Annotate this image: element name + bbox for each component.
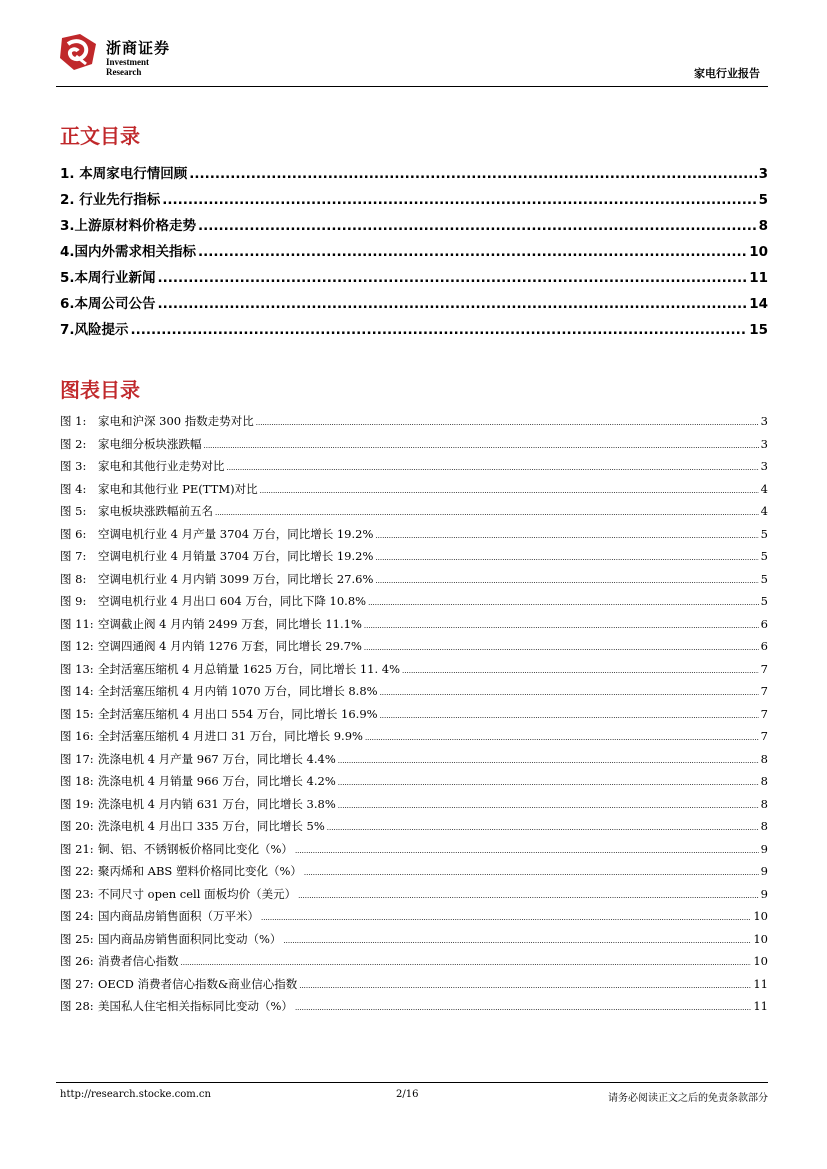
figure-caption: 不同尺寸 open cell 面板均价（美元） xyxy=(98,886,297,901)
figure-entry-text xyxy=(60,481,258,497)
figure-entry-page: 7 xyxy=(760,729,768,743)
report-type: 家电行业报告 xyxy=(694,67,760,80)
dot-leader xyxy=(380,689,759,697)
figure-entry-text xyxy=(60,818,325,834)
toc-list xyxy=(60,162,768,344)
figure-entry-text xyxy=(60,616,362,632)
dot-leader xyxy=(375,554,758,562)
toc-title: 正文目录 xyxy=(60,124,140,148)
figure-entry-page: 7 xyxy=(760,706,768,721)
figure-entry-page: 4 xyxy=(760,504,768,518)
footer-disclaimer: 请务必阅读正文之后的免责条款部分 xyxy=(608,1093,768,1104)
dot-leader xyxy=(402,667,759,675)
figure-entry-text xyxy=(60,683,378,699)
figure-entry-page: 10 xyxy=(753,954,768,968)
figure-entry[interactable] xyxy=(60,931,768,954)
figure-caption: 空调四通阀 4 月内销 1276 万套，同比增长 29.7% xyxy=(98,639,362,653)
figure-number: 图 26: xyxy=(60,954,94,968)
dot-leader xyxy=(364,644,759,652)
toc-entry[interactable] xyxy=(60,188,768,214)
figure-entry-page: 3 xyxy=(760,414,768,428)
figure-caption: 聚丙烯和 ABS 塑料价格同比变化（%） xyxy=(98,864,302,878)
figure-number: 图 24: xyxy=(60,909,94,923)
figures-title: 图表目录 xyxy=(60,378,140,402)
figure-caption: 全封活塞压缩机 4 月出口 554 万台，同比增长 16.9% xyxy=(98,706,378,721)
figure-entry-page: 8 xyxy=(760,774,768,788)
figure-entry-page: 4 xyxy=(760,481,768,496)
figure-number: 图 16: xyxy=(60,729,94,743)
page-footer xyxy=(56,1082,768,1113)
figure-entry-text xyxy=(60,458,225,474)
dot-leader xyxy=(338,757,759,765)
dot-leader xyxy=(215,509,759,517)
toc-entry[interactable] xyxy=(60,266,768,292)
toc-entry-label: 4.国内外需求相关指标 xyxy=(60,244,197,260)
figure-entry[interactable] xyxy=(60,661,768,684)
toc-entry-page: 5 xyxy=(758,192,768,208)
figure-number: 图 25: xyxy=(60,931,94,946)
dot-leader xyxy=(198,244,747,260)
dot-leader xyxy=(256,419,759,427)
toc-entry-label: 7.风险提示 xyxy=(60,322,129,338)
figure-number: 图 8: xyxy=(60,571,87,586)
figure-entry-text xyxy=(60,998,293,1014)
figure-caption: 空调电机行业 4 月产量 3704 万台，同比增长 19.2% xyxy=(98,526,374,541)
dot-leader xyxy=(189,166,756,182)
figure-entry-text xyxy=(60,751,336,767)
figure-entry-page: 5 xyxy=(760,594,768,608)
figure-caption: 空调截止阀 4 月内销 2499 万套，同比增长 11.1% xyxy=(98,616,362,631)
figure-entry-page: 3 xyxy=(760,459,768,473)
figure-entry[interactable] xyxy=(60,481,768,504)
dot-leader xyxy=(131,322,748,338)
toc-entry[interactable] xyxy=(60,214,768,240)
dot-leader xyxy=(204,442,759,450)
figure-entry[interactable] xyxy=(60,548,768,571)
figure-entry-text xyxy=(60,796,336,812)
figure-entry-page: 10 xyxy=(753,931,768,946)
figure-entry-text xyxy=(60,706,378,722)
figure-caption: 洗涤电机 4 月销量 966 万台，同比增长 4.2% xyxy=(98,774,336,788)
figure-entry[interactable] xyxy=(60,413,768,436)
figure-entry[interactable] xyxy=(60,638,768,661)
brand-name-en: Investment Research xyxy=(106,57,149,77)
dot-leader xyxy=(338,779,759,787)
figure-number: 图 22: xyxy=(60,864,94,878)
figure-number: 图 7: xyxy=(60,549,87,563)
figure-entry-text xyxy=(60,638,362,654)
figure-entry[interactable] xyxy=(60,773,768,796)
figure-caption: 洗涤电机 4 月出口 335 万台，同比增长 5% xyxy=(98,819,325,833)
figure-caption: 美国私人住宅相关指标同比变动（%） xyxy=(98,999,293,1013)
figure-number: 图 18: xyxy=(60,774,94,788)
figure-entry-page: 11 xyxy=(753,976,768,991)
figure-number: 图 4: xyxy=(60,481,87,496)
figure-entry[interactable] xyxy=(60,436,768,459)
figure-entry-page: 6 xyxy=(760,616,768,631)
figure-number: 图 6: xyxy=(60,526,87,541)
dot-leader xyxy=(158,270,748,286)
dot-leader xyxy=(375,532,758,540)
figure-entry-page: 9 xyxy=(760,886,768,901)
figure-number: 图 27: xyxy=(60,976,94,991)
figure-entry[interactable] xyxy=(60,886,768,909)
figure-caption: 家电和其他行业走势对比 xyxy=(98,459,225,473)
figure-entry-text xyxy=(60,436,202,452)
dot-leader xyxy=(375,577,758,585)
figure-entry[interactable] xyxy=(60,458,768,481)
figure-number: 图 17: xyxy=(60,751,94,766)
dot-leader xyxy=(283,937,751,945)
figure-entry-page: 6 xyxy=(760,639,768,653)
figure-caption: 空调电机行业 4 月出口 604 万台，同比下降 10.8% xyxy=(98,594,367,608)
dot-leader xyxy=(304,869,759,877)
dot-leader xyxy=(368,599,759,607)
figure-number: 图 12: xyxy=(60,639,94,653)
figure-number: 图 5: xyxy=(60,504,87,518)
figure-entry-page: 5 xyxy=(760,571,768,586)
figure-entry-page: 5 xyxy=(760,549,768,563)
logo-icon xyxy=(56,30,100,72)
figure-number: 图 13: xyxy=(60,661,94,676)
toc-entry-page: 8 xyxy=(758,218,768,234)
figure-entry-page: 9 xyxy=(760,864,768,878)
figure-entry-text xyxy=(60,886,296,902)
figure-entry[interactable] xyxy=(60,976,768,999)
figure-entry-page: 5 xyxy=(760,526,768,541)
toc-entry-label: 5.本周行业新闻 xyxy=(60,270,156,286)
figure-entry[interactable] xyxy=(60,728,768,751)
dot-leader xyxy=(364,622,759,630)
figure-entry-page: 7 xyxy=(760,661,768,676)
figure-entry-text xyxy=(60,593,366,609)
figure-entry-text xyxy=(60,548,373,564)
footer-url[interactable]: http://research.stocke.com.cn xyxy=(60,1089,211,1100)
toc-entry[interactable] xyxy=(60,240,768,266)
dot-leader xyxy=(181,959,752,967)
dot-leader xyxy=(261,914,751,922)
figure-caption: 国内商品房销售面积同比变动（%） xyxy=(98,931,282,946)
figure-entry[interactable] xyxy=(60,751,768,774)
figure-entry[interactable] xyxy=(60,818,768,841)
toc-entry[interactable] xyxy=(60,292,768,318)
figure-caption: 全封活塞压缩机 4 月总销量 1625 万台，同比增长 11. 4% xyxy=(98,661,401,676)
figure-entry-text xyxy=(60,413,254,429)
dot-leader xyxy=(198,218,757,234)
figures-list xyxy=(60,413,768,1021)
figure-entry[interactable] xyxy=(60,953,768,976)
toc-entry-label: 2. 行业先行指标 xyxy=(60,192,161,208)
figure-number: 图 11: xyxy=(60,616,94,631)
figure-entry[interactable] xyxy=(60,571,768,594)
figure-number: 图 2: xyxy=(60,436,87,451)
figure-caption: 家电板块涨跌幅前五名 xyxy=(98,504,213,518)
figure-entry-text xyxy=(60,953,179,969)
page-header xyxy=(56,30,768,87)
figure-entry-text xyxy=(60,728,363,744)
figure-entry-page: 3 xyxy=(760,436,768,451)
dot-leader xyxy=(295,847,759,855)
figure-caption: 洗涤电机 4 月内销 631 万台，同比增长 3.8% xyxy=(98,796,336,811)
dot-leader xyxy=(298,892,759,900)
figure-entry-text xyxy=(60,841,293,857)
figure-number: 图 9: xyxy=(60,594,87,608)
toc-entry-page: 14 xyxy=(749,296,768,312)
figure-entry-text xyxy=(60,976,297,992)
figure-number: 图 3: xyxy=(60,459,87,473)
figure-number: 图 1: xyxy=(60,414,87,428)
figure-entry[interactable] xyxy=(60,908,768,931)
toc-entry[interactable] xyxy=(60,162,768,188)
figure-caption: 洗涤电机 4 月产量 967 万台，同比增长 4.4% xyxy=(98,751,336,766)
toc-entry-page: 15 xyxy=(749,322,768,338)
figure-entry[interactable] xyxy=(60,683,768,706)
toc-entry-label: 3.上游原材料价格走势 xyxy=(60,218,197,234)
figure-number: 图 19: xyxy=(60,796,94,811)
figure-caption: 铜、铝、不锈钢板价格同比变化（%） xyxy=(98,841,293,856)
figure-entry-page: 9 xyxy=(760,841,768,856)
figure-entry-page: 8 xyxy=(760,796,768,811)
figure-entry[interactable] xyxy=(60,526,768,549)
toc-entry-label: 1. 本周家电行情回顾 xyxy=(60,166,188,182)
figure-entry[interactable] xyxy=(60,593,768,616)
dot-leader xyxy=(380,712,759,720)
figure-caption: 家电和沪深 300 指数走势对比 xyxy=(98,414,254,428)
figure-entry-page: 8 xyxy=(760,819,768,833)
figure-number: 图 15: xyxy=(60,706,94,721)
figure-entry-text xyxy=(60,931,281,947)
figure-number: 图 21: xyxy=(60,841,94,856)
figure-entry-text xyxy=(60,773,336,789)
dot-leader xyxy=(227,464,759,472)
brand-logo xyxy=(56,30,186,77)
figure-entry-text xyxy=(60,908,259,924)
brand-name-cn: 浙商证券 xyxy=(106,39,171,57)
page-number: 2/16 xyxy=(396,1089,419,1100)
figure-entry[interactable] xyxy=(60,503,768,526)
figure-caption: 全封活塞压缩机 4 月进口 31 万台，同比增长 9.9% xyxy=(98,729,363,743)
dot-leader xyxy=(260,487,759,495)
figure-entry-page: 8 xyxy=(760,751,768,766)
figure-caption: 家电细分板块涨跌幅 xyxy=(98,436,202,451)
toc-entry-label: 6.本周公司公告 xyxy=(60,296,156,312)
dot-leader xyxy=(327,824,759,832)
figure-number: 图 28: xyxy=(60,999,94,1013)
figure-caption: 消费者信心指数 xyxy=(98,954,179,968)
figure-number: 图 14: xyxy=(60,684,94,698)
dot-leader xyxy=(295,1004,751,1012)
figure-entry-text xyxy=(60,503,213,519)
toc-entry[interactable] xyxy=(60,318,768,344)
dot-leader xyxy=(365,734,759,742)
figure-caption: OECD 消费者信心指数&商业信心指数 xyxy=(98,976,298,991)
figure-caption: 空调电机行业 4 月销量 3704 万台，同比增长 19.2% xyxy=(98,549,374,563)
dot-leader xyxy=(299,982,751,990)
toc-entry-page: 10 xyxy=(749,244,768,260)
figure-entry[interactable] xyxy=(60,841,768,864)
toc-entry-page: 11 xyxy=(749,270,768,286)
figure-entry[interactable] xyxy=(60,616,768,639)
figure-entry[interactable] xyxy=(60,796,768,819)
figure-number: 图 23: xyxy=(60,886,94,901)
dot-leader xyxy=(162,192,756,208)
figure-entry-page: 11 xyxy=(753,999,768,1013)
figure-entry-text xyxy=(60,526,373,542)
figure-entry-text xyxy=(60,571,373,587)
dot-leader xyxy=(338,802,759,810)
figure-caption: 空调电机行业 4 月内销 3099 万台，同比增长 27.6% xyxy=(98,571,374,586)
figure-number: 图 20: xyxy=(60,819,94,833)
figure-entry[interactable] xyxy=(60,863,768,886)
figure-caption: 全封活塞压缩机 4 月内销 1070 万台，同比增长 8.8% xyxy=(98,684,378,698)
figure-entry-page: 7 xyxy=(760,684,768,698)
figure-caption: 家电和其他行业 PE(TTM)对比 xyxy=(98,481,258,496)
figure-entry-page: 10 xyxy=(753,909,768,923)
figure-entry-text xyxy=(60,863,302,879)
figure-entry[interactable] xyxy=(60,706,768,729)
dot-leader xyxy=(158,296,748,312)
figure-entry[interactable] xyxy=(60,998,768,1021)
figure-caption: 国内商品房销售面积（万平米） xyxy=(98,909,259,923)
toc-entry-page: 3 xyxy=(758,166,768,182)
figure-entry-text xyxy=(60,661,400,677)
